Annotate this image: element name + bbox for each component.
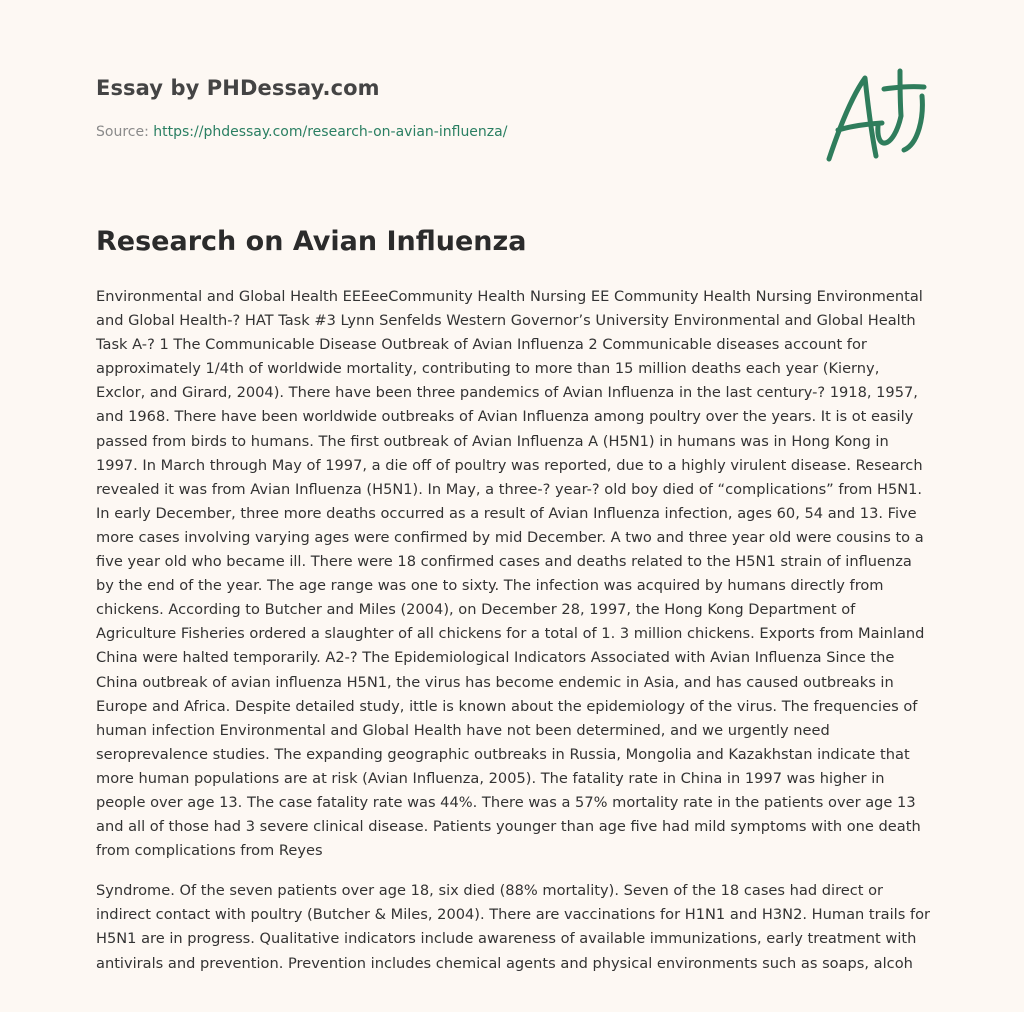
a-plus-grade-logo (820, 66, 932, 166)
essay-body (96, 285, 932, 992)
source-line (96, 124, 507, 140)
essay-paragraph: Syndrome. Of the seven patients over age 18, six died (88% mortality). Seven of the 18 cases had direct or indirect contact with poultry (Butcher & Miles, 2004). There are vaccinations for H1N1 and H3N2. Human trails for H5N1 are in progress. Qualitative indicators include awareness of available immunizations, early treatment with antivirals and prevention. Prevention includes chemical agents and physical environments such as soaps, alcoh (96, 882, 931, 972)
source-link[interactable]: https://phdessay.com/research-on-avian-influenza/ (153, 124, 508, 140)
essay-title: Research on Avian Influenza (96, 226, 527, 257)
essay-paragraph: Environmental and Global Health EEEeeCommunity Health Nursing EE Community Health Nursing Environmental and Global Health-? HAT Task #3 Lynn Senfelds Western Governor’s University Environmental and Global Health Task A-? 1 The Communicable Disease Outbreak of Avian Influenza 2 Communicable diseases account for approximately 1/4th of worldwide mortality, contributing to more than 15 million deaths each year (Kierny, Exclor, and Girard, 2004). There have been three pandemics of Avian Influenza in the last century-? 1918, 1957, and 1968. There have been worldwide outbreaks of Avian Influenza among poultry over the years. It is ot easily passed from birds to humans. The first outbreak of Avian Influenza A (H5N1) in humans was in Hong Kong in 1997. In March through May of 1997, a die off of poultry was reported, due to a highly virulent disease. Research revealed it was from Avian Influenza (H5N1). In May, a three-? year-? old boy died of “complications” from H5N1. In early December, three more deaths occurred as a result of Avian Influenza infection, ages 60, 54 and 13. Five more cases involving varying ages were confirmed by mid December. A two and three year old were cousins to a five year old who became ill. There were 18 confirmed cases and deaths related to the H5N1 strain of influenza by the end of the year. The age range was one to sixty. The infection was acquired by humans directly from chickens. According to Butcher and Miles (2004), on December 28, 1997, the Hong Kong Department of Agriculture Fisheries ordered a slaughter of all chickens for a total of 1. 3 million chickens. Exports from Mainland China were halted temporarily. A2-? The Epidemiological Indicators Associated with Avian Influenza Since the China outbreak of avian influenza H5N1, the virus has become endemic in Asia, and has caused outbreaks in Europe and Africa. Despite detailed study, ittle is known about the epidemiology of the virus. The frequencies of human infection Environmental and Global Health have not been determined, and we urgently need seroprevalence studies. The expanding geographic outbreaks in Russia, Mongolia and Kazakhstan indicate that more human populations are at risk (Avian Influenza, 2005). The fatality rate in China in 1997 was higher in people over age 13. The case fatality rate was 44%. There was a 57% mortality rate in the patients over age 13 and all of those had 3 severe clinical disease. Patients younger than age five had mild symptoms with one death from complications from Reyes (96, 288, 925, 860)
site-title: Essay by PHDessay.com (96, 76, 380, 100)
source-label: Source: (96, 124, 149, 140)
